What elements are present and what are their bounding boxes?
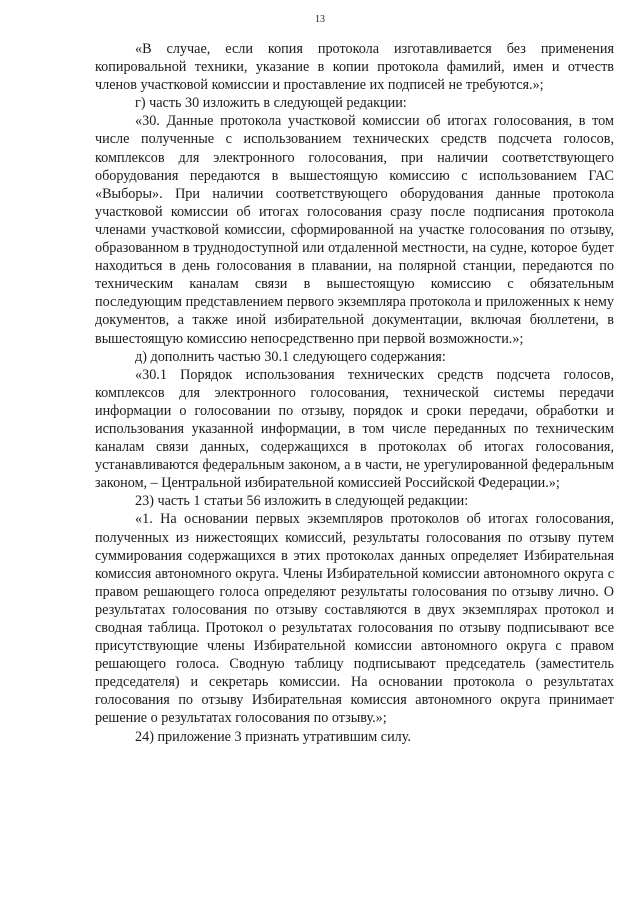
paragraph-amendment-d: д) дополнить частью 30.1 следующего содержания: — [135, 348, 446, 365]
paragraph-item-23: 23) часть 1 статьи 56 изложить в следующей редакции: — [135, 493, 469, 510]
page-number: 13 — [315, 14, 325, 25]
paragraph-article-56-part-1: «1. На основании первых экземпляров протоколов об итогах голосования, полученных из нижестоящих комиссий, результаты голосования по отзыву путем суммирования содержащихся в этих протоколах данных определяет Избирательная комиссия автономного округа. Члены Избирательной комиссии автономного округа с правом решающего голоса определяют результаты голосования по отзыву лично. О результатах голосования по отзыву составляются в двух экземплярах протокол и сводная таблица. Протокол о результатах голосования по отзыву подписывают все присутствующие члены Избирательной комиссии автономного округа с правом решающего голоса. Сводную таблицу подписывают председатель (заместитель председателя) и секретарь комиссии. На основании протокола о результатах голосования по отзыву Избирательная комиссия автономного округа принимает решение о результатах голосования по отзыву.»; — [95, 511, 614, 727]
paragraph-amendment-g: г) часть 30 изложить в следующей редакции: — [135, 95, 407, 112]
paragraph-item-24: 24) приложение 3 признать утратившим силу. — [135, 728, 411, 745]
paragraph-part-30-1: «30.1 Порядок использования технических средств подсчета голосов, комплексов для электронного голосования, технической системы передачи информации о голосовании по отзыву, порядок и сроки передачи, обработки и использования указанной информации, в том числе переданных по техническим каналам связи данных, содержащихся в протоколах об итогах голосования, устанавливаются федеральным законом, а в части, не урегулированной федеральным законом, – Центральной избирательной комиссией Российской Федерации.»; — [95, 366, 614, 492]
paragraph-copy-note: «В случае, если копия протокола изготавливается без применения копировальной техники, указание в копии протокола фамилий, имен и отчеств членов участковой комиссии и проставление их подписей не требуются.»; — [95, 41, 614, 94]
document-body — [95, 40, 614, 746]
paragraph-part-30: «30. Данные протокола участковой комиссии об итогах голосования, в том числе полученные с использованием технических средств подсчета голосов, комплексов для электронного голосования, при наличии соответствующего оборудования передаются в вышестоящую комиссию с использованием ГАС «Выборы». При наличии соответствующего оборудования данные протокола участковой комиссии об итогах голосования сразу после подписания протокола членами участковой комиссии, сформированной на участке голосования по отзыву, образованном в труднодоступной или отдаленной местности, на судне, которое будет находиться в день голосования в плавании, на полярной станции, передаются по техническим каналам связи в вышестоящую комиссию с обязательным последующим представлением первого экземпляра протокола и приложенных к нему документов, а также иной избирательной документации, включая бюллетени, в вышестоящую комиссию непосредственно при первой возможности.»; — [95, 113, 614, 347]
